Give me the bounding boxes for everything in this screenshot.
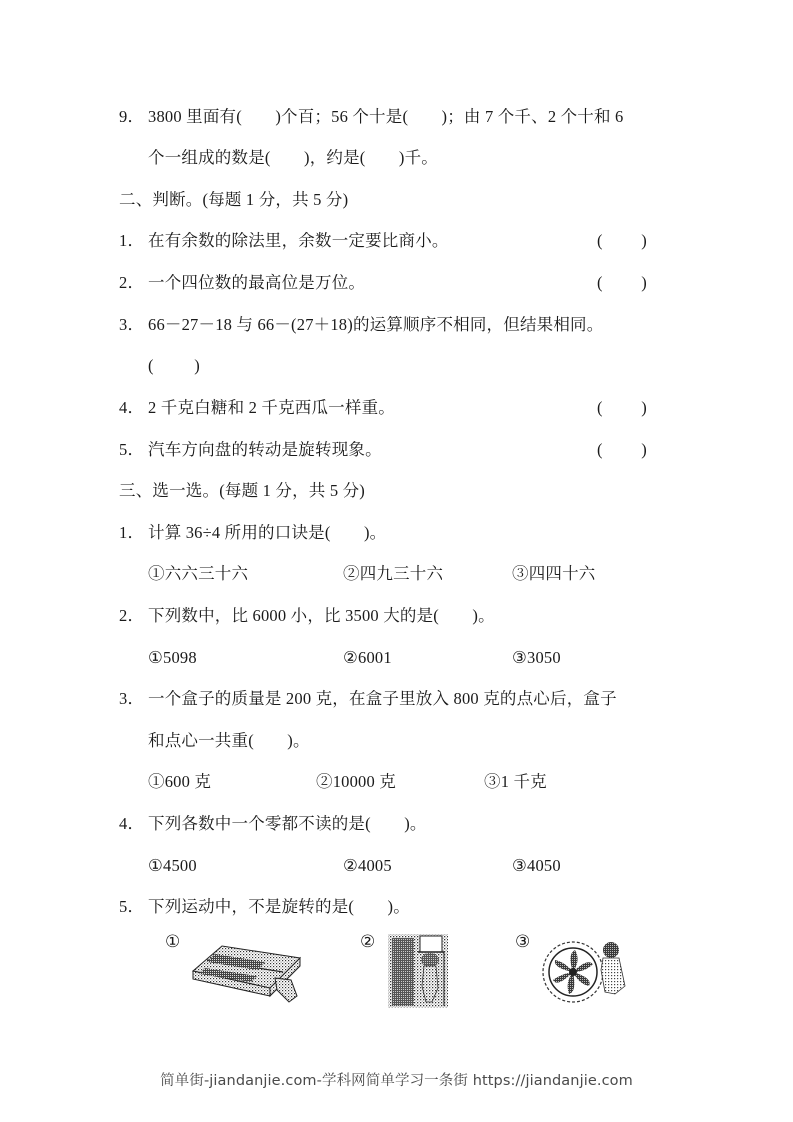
drawer-person-icon: [360, 930, 460, 1010]
item-number: 2．: [119, 606, 145, 625]
item-text: 汽车方向盘的转动是旋转现象。: [148, 440, 382, 459]
abacus-icon: [165, 930, 305, 1005]
judge-answer-blank-2[interactable]: ( ): [597, 273, 647, 292]
item-text: 一个盒子的质量是 200 克，在盒子里放入 800 克的点心后，盒子: [148, 689, 617, 708]
judge-answer-blank-3[interactable]: ( ): [148, 356, 200, 375]
choice-3-option-3[interactable]: ③1 千克: [484, 772, 547, 791]
judge-item-5: [119, 438, 382, 462]
judge-answer-blank-1[interactable]: ( ): [597, 231, 647, 250]
choice-4-option-2[interactable]: ②4005: [343, 856, 392, 875]
footer-watermark: 简单街-jiandanjie.com-学科网简单学习一条街 https://jiandanjie.com: [160, 1073, 633, 1089]
item-text: 在有余数的除法里，余数一定要比商小。: [148, 231, 449, 250]
item-text: 计算 36÷4 所用的口诀是( )。: [148, 523, 387, 542]
choice-item-4: [119, 812, 427, 836]
choice-item-5: [119, 895, 410, 919]
choice-2-option-3[interactable]: ③3050: [512, 648, 561, 667]
item-number: 5．: [119, 440, 145, 459]
fan-person-icon: [515, 930, 640, 1010]
item-number: 1．: [119, 231, 145, 250]
choice-4-option-3[interactable]: ③4050: [512, 856, 561, 875]
judge-item-4: [119, 396, 395, 420]
choice-item-3-line-2: 和点心一共重( )。: [148, 731, 310, 750]
option-label: ③: [515, 932, 531, 951]
section-2-title: 二、判断。(每题 1 分，共 5 分): [119, 190, 349, 209]
picture-option-3[interactable]: [515, 930, 640, 1010]
section-3-title: 三、选一选。(每题 1 分，共 5 分): [119, 481, 365, 500]
item-text: 下列数中，比 6000 小，比 3500 大的是( )。: [148, 606, 495, 625]
picture-option-1[interactable]: [165, 930, 305, 1005]
choice-item-2: [119, 604, 495, 628]
question-number: 9．: [119, 107, 145, 126]
judge-answer-blank-4[interactable]: ( ): [597, 398, 647, 417]
judge-answer-blank-5[interactable]: ( ): [597, 440, 647, 459]
item-number: 2．: [119, 273, 145, 292]
item-number: 4．: [119, 398, 145, 417]
picture-option-2[interactable]: [360, 930, 460, 1010]
item-text: 66－27－18 与 66－(27＋18)的运算顺序不相同，但结果相同。: [148, 315, 604, 334]
item-number: 1．: [119, 523, 145, 542]
item-text: 一个四位数的最高位是万位。: [148, 273, 366, 292]
choice-1-option-2[interactable]: ②四九三十六: [343, 564, 444, 583]
question-9-line-1: [119, 105, 623, 129]
choice-item-3: [119, 687, 617, 711]
item-number: 4．: [119, 814, 145, 833]
option-label: ①: [165, 932, 181, 951]
judge-item-3: [119, 313, 603, 337]
choice-item-1: [119, 521, 386, 545]
item-text: 下列运动中，不是旋转的是( )。: [148, 897, 410, 916]
item-number: 5．: [119, 897, 145, 916]
choice-3-option-2[interactable]: ②10000 克: [316, 772, 396, 791]
choice-2-option-2[interactable]: ②6001: [343, 648, 392, 667]
choice-1-option-1[interactable]: ①六六三十六: [148, 564, 249, 583]
choice-3-option-1[interactable]: ①600 克: [148, 772, 212, 791]
item-text: 下列各数中一个零都不读的是( )。: [148, 814, 427, 833]
choice-1-option-3[interactable]: ③四四十六: [512, 564, 596, 583]
item-number: 3．: [119, 315, 145, 334]
item-number: 3．: [119, 689, 145, 708]
judge-item-1: [119, 229, 449, 253]
question-9-line-2: 个一组成的数是( )，约是( )千。: [148, 148, 438, 167]
judge-item-2: [119, 271, 365, 295]
item-text: 2 千克白糖和 2 千克西瓜一样重。: [148, 398, 395, 417]
question-text: 3800 里面有( )个百；56 个十是( )；由 7 个千、2 个十和 6: [148, 107, 624, 126]
choice-4-option-1[interactable]: ①4500: [148, 856, 197, 875]
option-label: ②: [360, 932, 376, 951]
choice-2-option-1[interactable]: ①5098: [148, 648, 197, 667]
